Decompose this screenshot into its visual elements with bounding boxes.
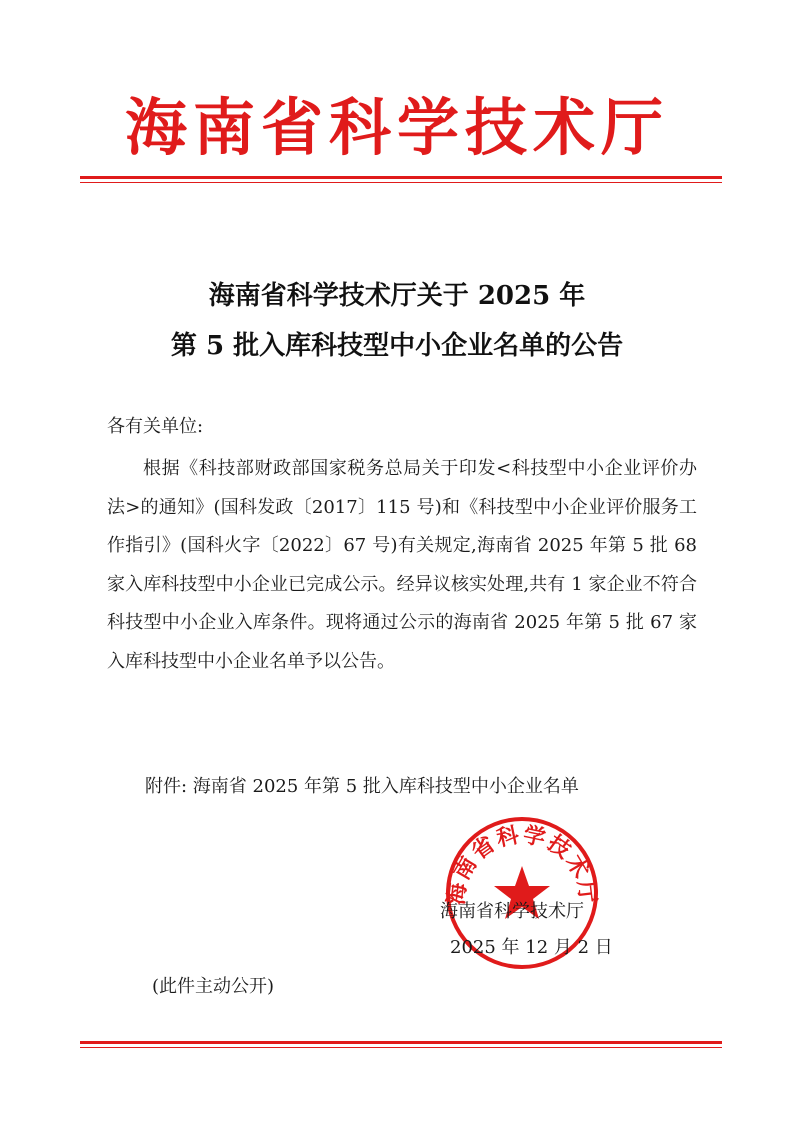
footer-divider-thick [80, 1041, 722, 1044]
masthead-divider-thin [80, 182, 722, 183]
signature-date: 2025 年 12 月 2 日 [450, 937, 613, 958]
notice-title-line2: 第 5 批入库科技型中小企业名单的公告 [170, 331, 624, 361]
footer-divider-thin [80, 1047, 722, 1048]
greeting: 各有关单位: [107, 416, 204, 437]
attachment-line[interactable]: 附件: 海南省 2025 年第 5 批入库科技型中小企业名单 [145, 776, 579, 797]
signature-org: 海南省科学技术厅 [440, 901, 584, 922]
masthead-divider-thick [80, 176, 722, 179]
notice-title-line1: 海南省科学技术厅关于 2025 年 [208, 281, 586, 311]
public-note: (此件主动公开) [152, 976, 275, 997]
seal-text: 海南省科学技术厅 [443, 821, 601, 907]
masthead-title: 海南省科学技术厅 [124, 91, 669, 164]
body-paragraph: 根据《科技部财政部国家税务总局关于印发<科技型中小企业评价办法>的通知》(国科发政〔2017〕115 号)和《科技型中小企业评价服务工作指引》(国科火字〔2022〕67 号)有关规定,海南省 2025 年第 5 批 68 家入库科技型中小企业已完成公示。经异议核实处理,共有 1 家企业不符合科技型中小企业入库条件。现将通过公示的海南省 2025 年第 5 批 67 家入库科技型中小企业名单予以公告。 [107, 458, 697, 672]
signature-block [440, 894, 620, 966]
